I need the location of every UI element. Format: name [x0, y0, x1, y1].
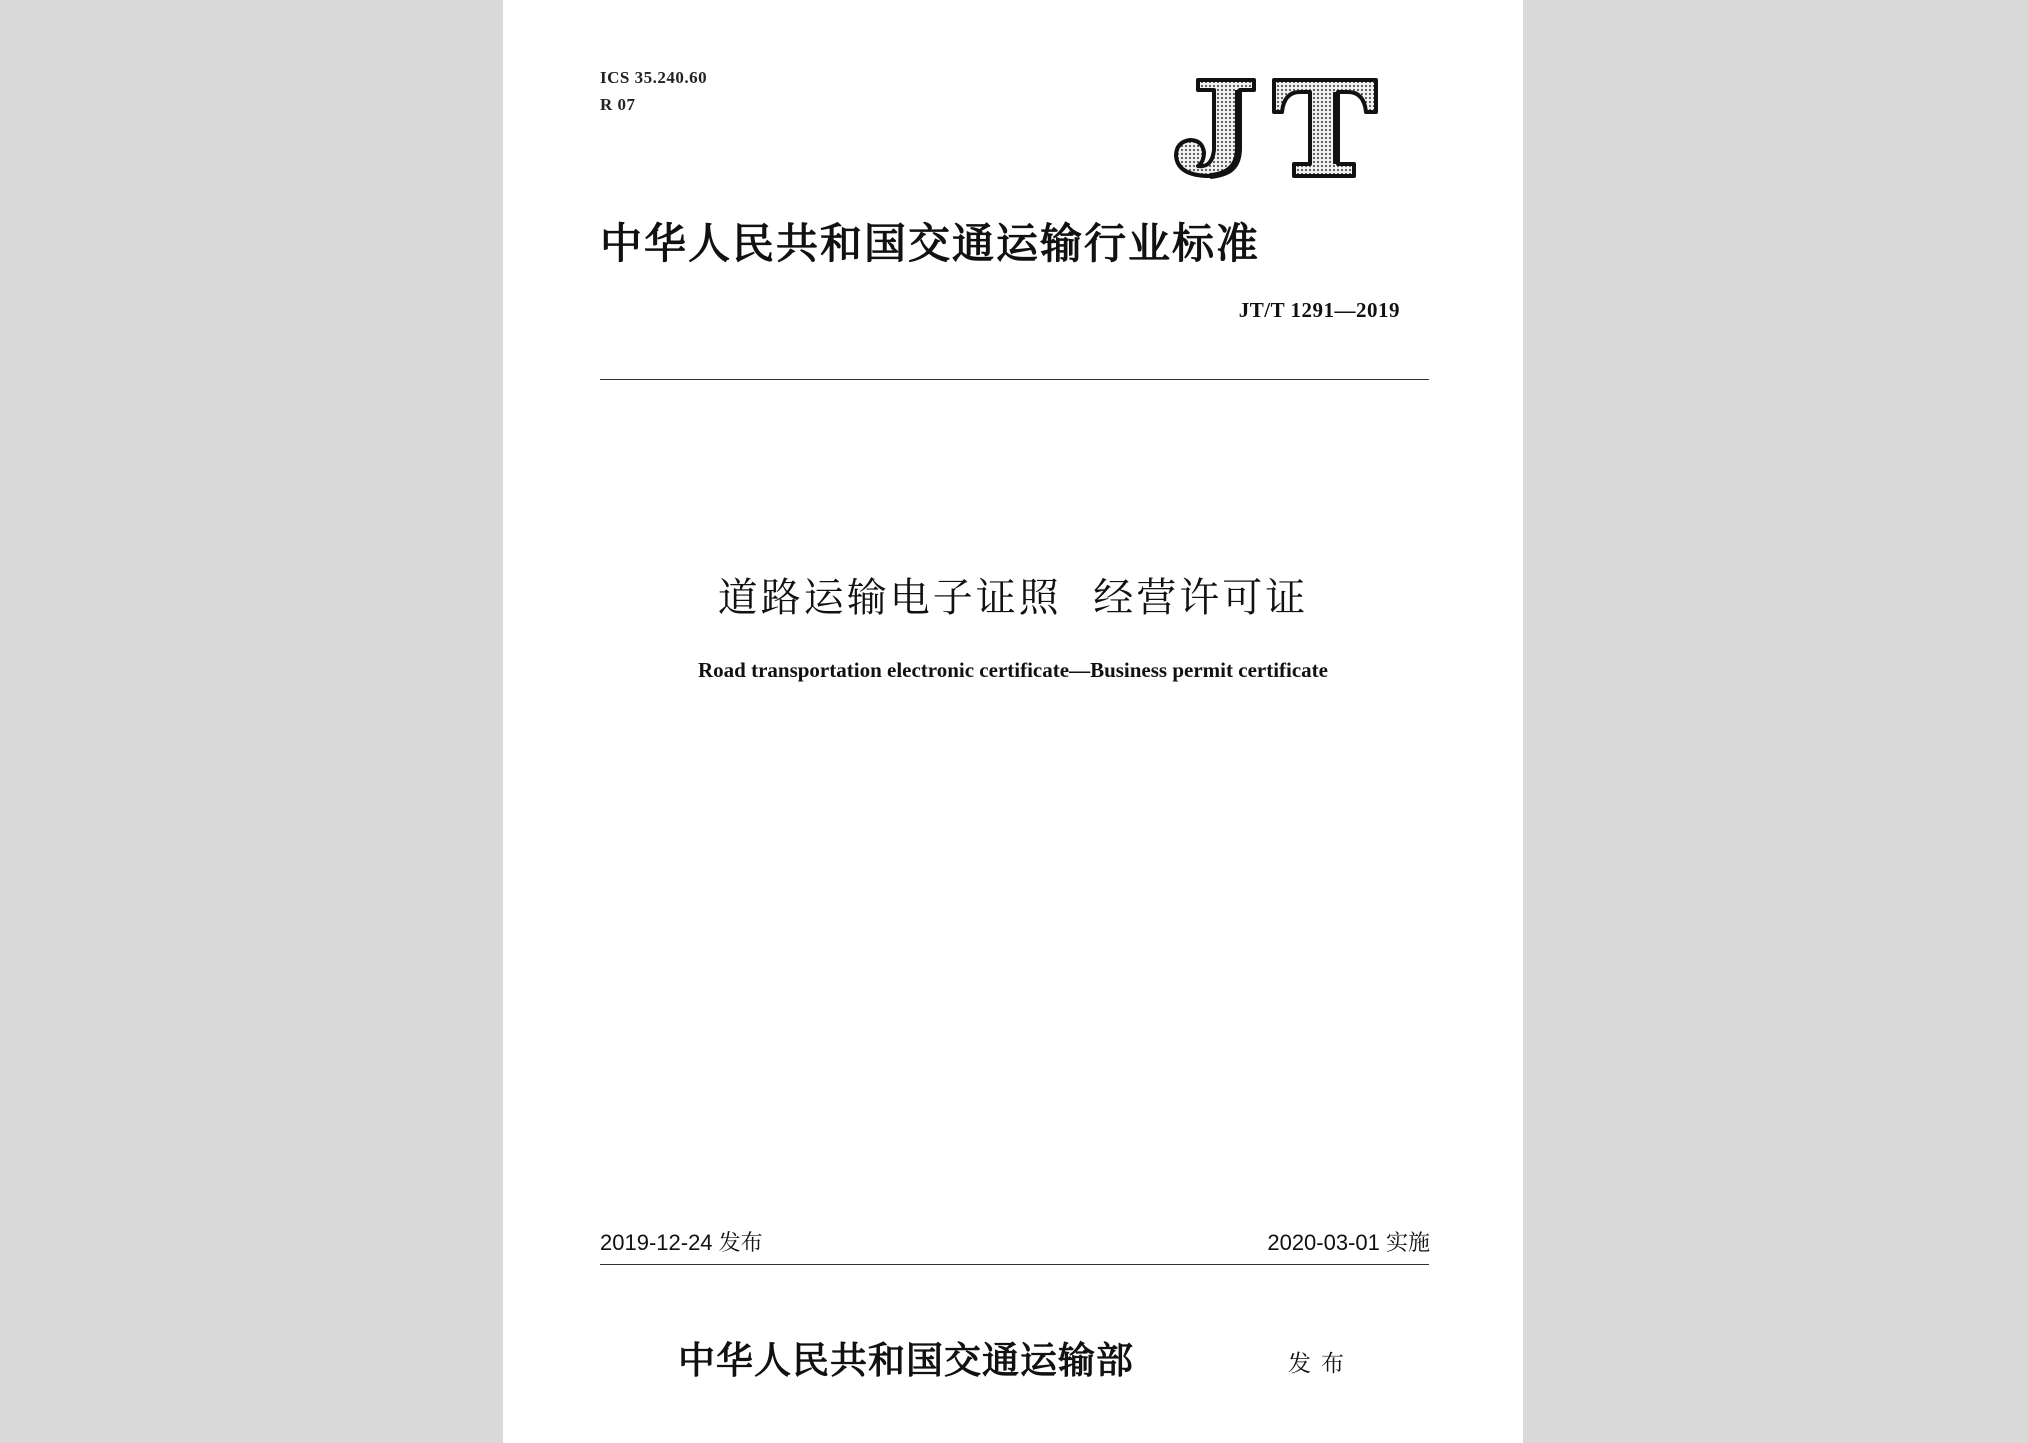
issue-date: 2019-12-24 发布: [600, 1230, 763, 1255]
bottom-divider: [600, 1264, 1429, 1265]
document-page: [503, 0, 1523, 1443]
publish-label: 发布: [1288, 1351, 1354, 1377]
publisher-name: 中华人民共和国交通运输部: [678, 1338, 1134, 1382]
document-title-chinese: 道路运输电子证照 经营许可证: [717, 575, 1309, 621]
industry-standard-title: 中华人民共和国交通运输行业标准: [600, 219, 1261, 268]
jt-logo: [1172, 76, 1380, 180]
document-title-english: Road transportation electronic certificate—Business permit certificate: [697, 658, 1328, 682]
implementation-date: 2020-03-01 实施: [1267, 1230, 1430, 1255]
ccs-code: R 07: [600, 95, 636, 114]
top-divider: [600, 379, 1429, 380]
ics-code: ICS 35.240.60: [600, 68, 708, 87]
standard-number: JT/T 1291—2019: [1238, 298, 1400, 322]
